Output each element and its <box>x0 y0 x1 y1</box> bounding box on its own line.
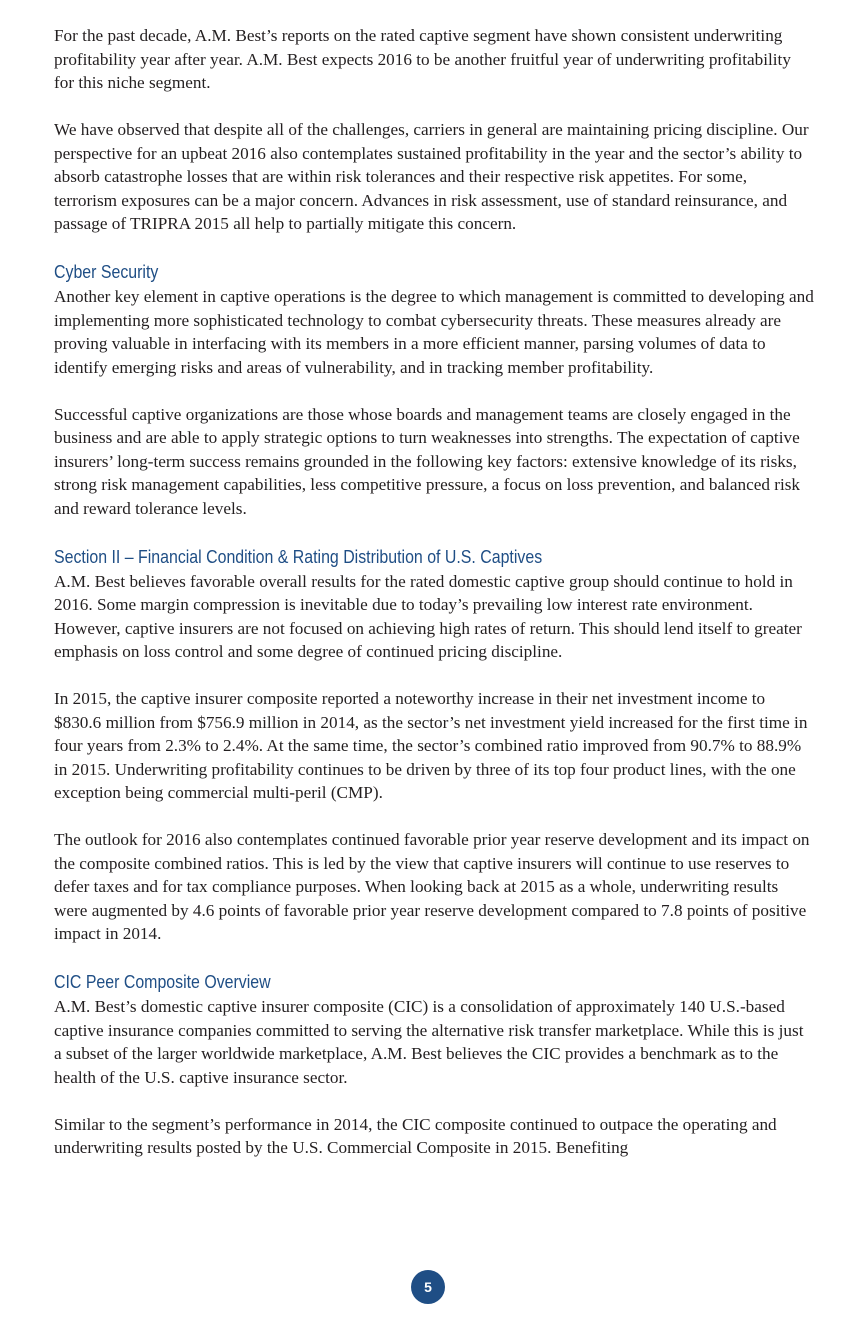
cyber-paragraph-2: Successful captive organizations are those whose boards and management teams are closely engaged in the business and are able to apply strategic options to turn weaknesses into strengths. The expectation of captive insurers’ long-term success remains grounded in the following key factors: extensive knowledge of its risks, strong risk management capabilities, less competitive pressure, a focus on loss prevention, and balanced risk and reward tolerance levels. <box>54 404 801 518</box>
cic-paragraph-1: A.M. Best’s domestic captive insurer composite (CIC) is a consolidation of approximately 140 U.S.-based captive insurance companies committed to serving the alternative risk transfer marketplace. While this is just a subset of the larger worldwide marketplace, A.M. Best believes the CIC provides a benchmark as to the health of the U.S. captive insurance sector. <box>54 997 804 1087</box>
section-2-heading: Section II – Financial Condition & Rating Distribution of U.S. Captives <box>54 545 543 567</box>
cic-paragraph-2: Similar to the segment’s performance in 2014, the CIC composite continued to outpace the operating and underwriting results posted by the U.S. Commercial Composite in 2015. Benefiting <box>54 1114 777 1157</box>
intro-paragraph-1: For the past decade, A.M. Best’s reports on the rated captive segment have shown consistent underwriting profitability year after year. A.M. Best expects 2016 to be another fruitful year of underwriting profitability for this niche segment. <box>54 26 791 92</box>
page-number-badge: 5 <box>411 1270 445 1304</box>
section-2-paragraph-2: In 2015, the captive insurer composite reported a noteworthy increase in their net investment income to $830.6 million from $756.9 million in 2014, as the sector’s net investment yield increased for the first time in four years from 2.3% to 2.4%. At the same time, the sector’s combined ratio improved from 90.7% to 88.9% in 2015. Underwriting profitability continues to be driven by three of its top four product lines, with the one exception being commercial multi-peril (CMP). <box>54 689 808 802</box>
cyber-paragraph-1: Another key element in captive operations is the degree to which management is committed to developing and implementing more sophisticated technology to combat cybersecurity threats. These measures already are proving valuable in interfacing with its members in a more efficient manner, parsing volumes of data to identify emerging risks and areas of vulnerability, and in tracking member profitability. <box>54 287 814 377</box>
cyber-security-heading: Cyber Security <box>54 261 159 282</box>
section-2-paragraph-3: The outlook for 2016 also contemplates continued favorable prior year reserve development and its impact on the composite combined ratios. This is led by the view that captive insurers will continue to use reserves to defer taxes and for tax compliance purposes. When looking back at 2015 as a whole, underwriting results were augmented by 4.6 points of favorable prior year reserve development compared to 7.8 points of positive impact in 2014. <box>54 830 810 943</box>
section-2-paragraph-1: A.M. Best believes favorable overall results for the rated domestic captive group should continue to hold in 2016. Some margin compression is inevitable due to today’s prevailing low interest rate environment. However, captive insurers are not focused on achieving high rates of return. This should lend itself to greater emphasis on loss control and some degree of continued pricing discipline. <box>54 571 802 661</box>
intro-paragraph-2: We have observed that despite all of the challenges, carriers in general are maintaining pricing discipline. Our perspective for an upbeat 2016 also contemplates sustained profitability in the year and the sector’s ability to absorb catastrophe losses that are within risk tolerances and their respective risk appetites. For some, terrorism exposures can be a major concern. Advances in risk assessment, use of standard reinsurance, and passage of TRIPRA 2015 all help to partially mitigate this concern. <box>54 120 809 233</box>
cic-overview-heading: CIC Peer Composite Overview <box>54 971 271 992</box>
document-page <box>54 24 814 1183</box>
